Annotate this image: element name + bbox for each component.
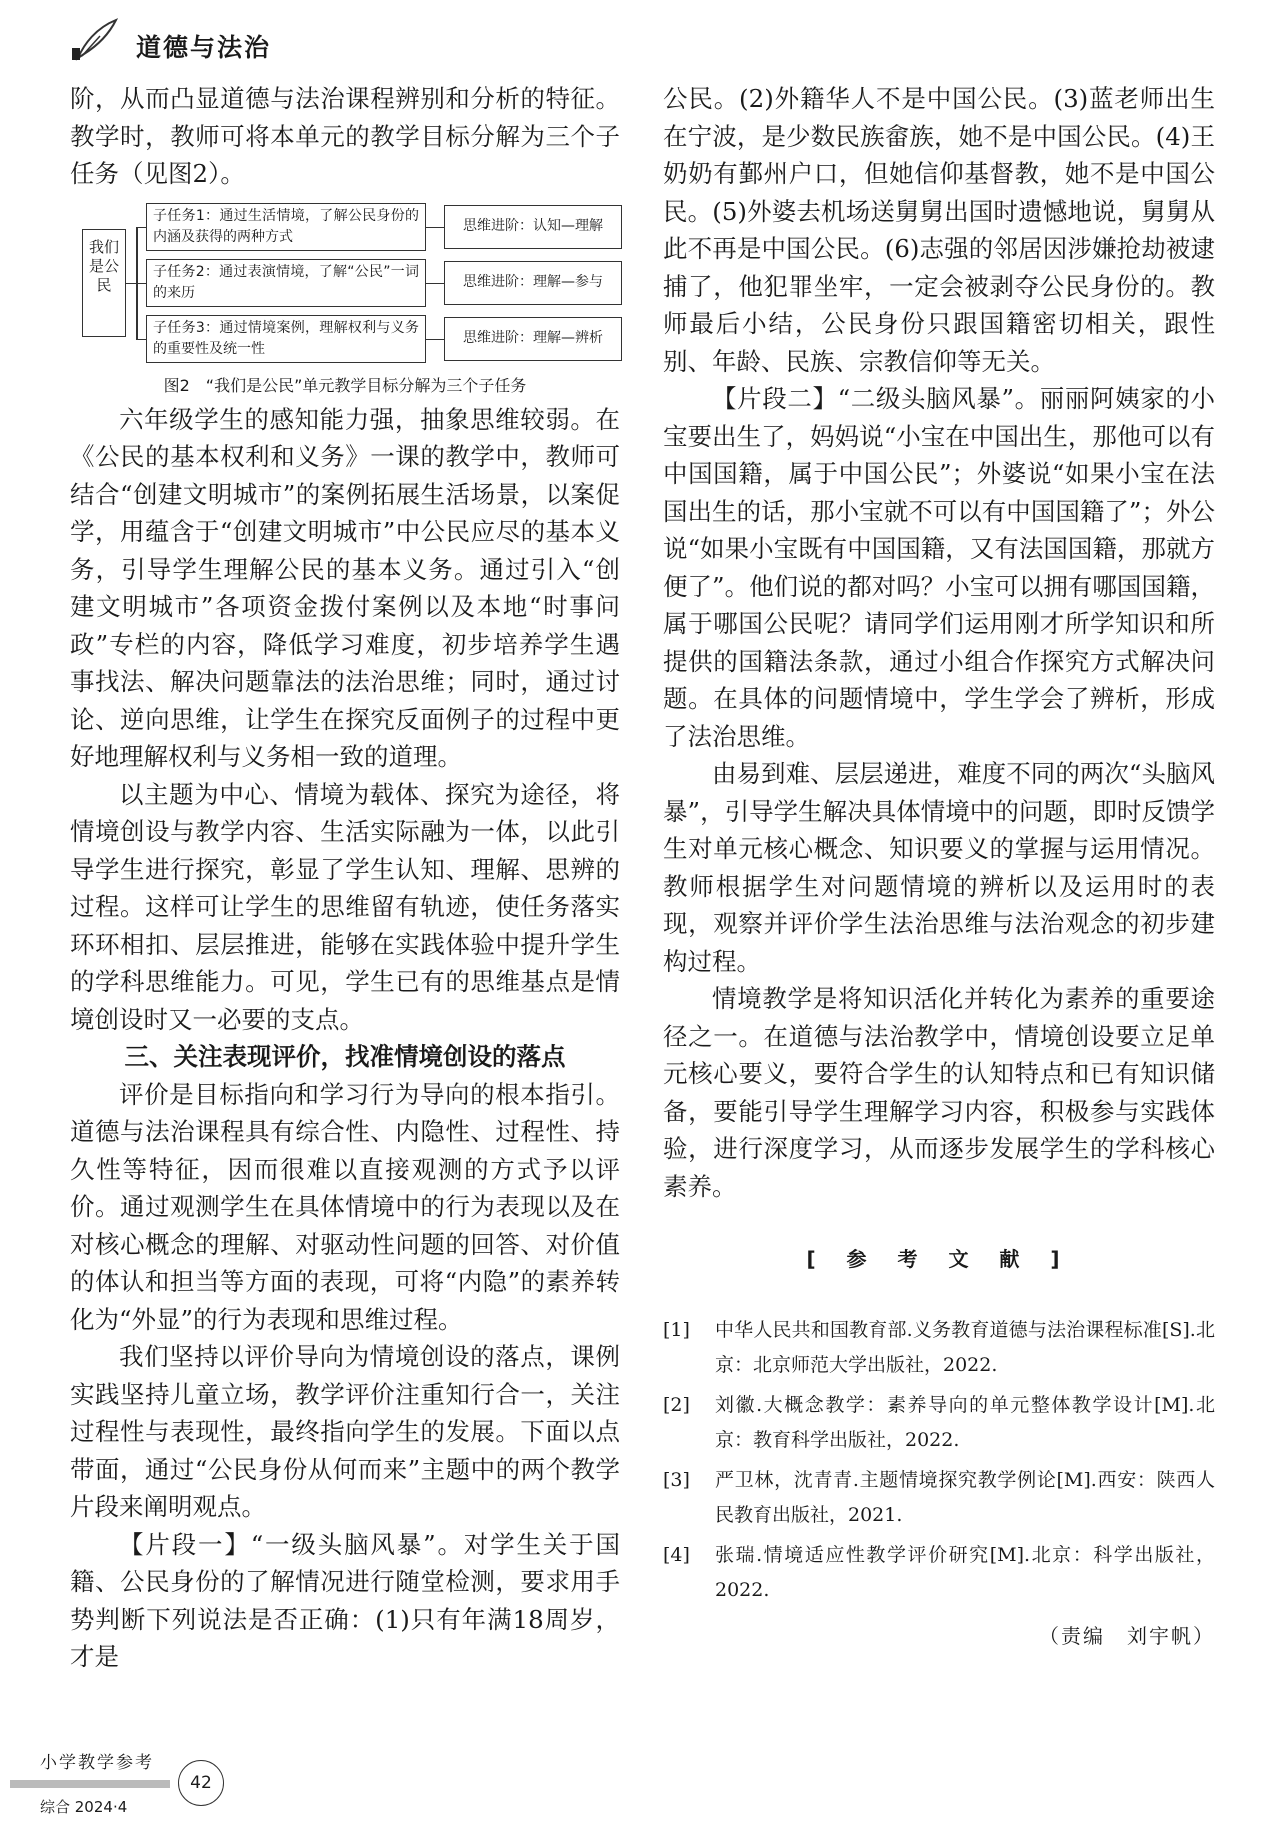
figure-root-node: 我们是公民 xyxy=(82,229,126,337)
figure-stage-1: 思维进阶：认知—理解 xyxy=(444,205,622,249)
reference-text: 刘徽.大概念教学：素养导向的单元整体教学设计[M].北京：教育科学出版社，2022. xyxy=(715,1393,1215,1451)
paragraph: 评价是目标指向和学习行为导向的根本指引。道德与法治课程具有综合性、内隐性、过程性、持久性等特征，因而很难以直接观测的方式予以评价。通过观测学生在具体情境中的行为表现以及在对核心概念的理解、对驱动性问题的回答、对价值的体认和担当等方面的表现，可将“内隐”的素养转化为“外显”的行为表现和思维过程。 xyxy=(70,1079,620,1334)
paragraph: 【片段一】“一级头脑风暴”。对学生关于国籍、公民身份的了解情况进行随堂检测，要求用手势判断下列说法是否正确：(1)只有年满18周岁，才是 xyxy=(70,1529,620,1671)
right-column xyxy=(663,80,1215,1655)
reference-text: 严卫林，沈青青.主题情境探究教学例论[M].西安：陕西人民教育出版社，2021. xyxy=(715,1468,1215,1526)
editor-credit: （责编 刘宇帆） xyxy=(1039,1623,1215,1648)
paragraph: 公民。(2)外籍华人不是中国公民。(3)蓝老师出生在宁波，是少数民族畲族，她不是中国公民。(4)王奶奶有鄞州户口，但她信仰基督教，她不是中国公民。(5)外婆去机场送舅舅出国时遗憾地说，舅舅从此不再是中国公民。(6)志强的邻居因涉嫌抢劫被逮捕了，他犯罪坐牢，一定会被剥夺公民身份的。教师最后小结，公民身份只跟国籍密切相关，跟性别、年龄、民族、宗教信仰等无关。 xyxy=(663,84,1215,376)
page-number: 42 xyxy=(178,1760,224,1806)
footer-stripe xyxy=(10,1780,170,1788)
paragraph: 由易到难、层层递进，难度不同的两次“头脑风暴”，引导学生解决具体情境中的问题，即时反馈学生对单元核心概念、知识要义的掌握与运用情况。教师根据学生对问题情境的辨析以及运用时的表现，观察并评价学生法治思维与法治观念的初步建构过程。 xyxy=(663,759,1215,976)
page-header xyxy=(70,18,370,68)
paragraph: 阶，从而凸显道德与法治课程辨别和分析的特征。教学时，教师可将本单元的教学目标分解为三个子任务（见图2）。 xyxy=(70,84,620,188)
figure-subtask-2: 子任务2：通过表演情境，了解“公民”一词的来历 xyxy=(146,259,426,307)
journal-name: 小学教学参考 xyxy=(40,1753,154,1773)
section-title: 道德与法治 xyxy=(136,33,272,62)
paragraph: 六年级学生的感知能力强，抽象思维较弱。在《公民的基本权利和义务》一课的教学中，教师可结合“创建文明城市”的案例拓展生活场景，以案促学，用蕴含于“创建文明城市”中公民应尽的基本义务，引导学生理解公民的基本义务。通过引入“创建文明城市”各项资金拨付案例以及本地“时事问政”专栏的内容，降低学习难度，初步培养学生遇事找法、解决问题靠法的法治思维；同时，通过讨论、逆向思维，让学生在探究反面例子的过程中更好地理解权利与义务相一致的道理。 xyxy=(70,404,620,771)
references-title: [ 参 考 文 献 ] xyxy=(806,1247,1072,1271)
quill-pen-icon xyxy=(70,18,120,62)
reference-number: [3] xyxy=(663,1468,690,1491)
paragraph: 以主题为中心、情境为载体、探究为途径，将情境创设与教学内容、生活实际融为一体，以此引导学生进行探究，彰显了学生认知、理解、思辨的过程。这样可让学生的思维留有轨迹，使任务落实环环相扣、层层推进，能够在实践体验中提升学生的学科思维能力。可见，学生已有的思维基点是情境创设时又一必要的支点。 xyxy=(70,779,620,1034)
paragraph: 我们坚持以评价导向为情境创设的落点，课例实践坚持儿童立场，教学评价注重知行合一，关注过程性与表现性，最终指向学生的发展。下面以点带面，通过“公民身份从何而来”主题中的两个教学片段来阐明观点。 xyxy=(70,1342,620,1521)
figure-stage-3: 思维进阶：理解—辨析 xyxy=(444,317,622,361)
figure-stage-2: 思维进阶：理解—参与 xyxy=(444,261,622,305)
journal-issue: 综合 2024·4 xyxy=(40,1798,128,1816)
reference-text: 张瑞.情境适应性教学评价研究[M].北京：科学出版社，2022. xyxy=(715,1543,1215,1601)
reference-item xyxy=(663,1538,1215,1608)
figure-subtask-3: 子任务3：通过情境案例，理解权利与义务的重要性及统一性 xyxy=(146,315,426,363)
reference-number: [1] xyxy=(663,1318,690,1341)
reference-text: 中华人民共和国教育部.义务教育道德与法治课程标准[S].北京：北京师范大学出版社，2022. xyxy=(715,1318,1215,1376)
figure-subtask-1: 子任务1：通过生活情境，了解公民身份的内涵及获得的两种方式 xyxy=(146,203,426,251)
reference-number: [2] xyxy=(663,1393,690,1416)
figure-caption: 图2 “我们是公民”单元教学目标分解为三个子任务 xyxy=(163,375,527,395)
left-column xyxy=(70,80,620,1676)
reference-item xyxy=(663,1463,1215,1533)
page-footer xyxy=(10,1730,250,1830)
figure-task-decomposition xyxy=(70,199,620,369)
reference-item xyxy=(663,1313,1215,1383)
paragraph: 情境教学是将知识活化并转化为素养的重要途径之一。在道德与法治教学中，情境创设要立足单元核心要义，要符合学生的认知特点和已有知识储备，要能引导学生理解学习内容，积极参与实践体验，进行深度学习，从而逐步发展学生的学科核心素养。 xyxy=(663,984,1215,1201)
reference-item xyxy=(663,1388,1215,1458)
section-heading: 三、关注表现评价，找准情境创设的落点 xyxy=(124,1042,566,1071)
references-list xyxy=(663,1313,1215,1608)
paragraph: 【片段二】“二级头脑风暴”。丽丽阿姨家的小宝要出生了，妈妈说“小宝在中国出生，那他可以有中国国籍，属于中国公民”；外婆说“如果小宝在法国出生的话，那小宝就不可以有中国国籍了”；外公说“如果小宝既有中国国籍，又有法国国籍，那就方便了”。他们说的都对吗？小宝可以拥有哪国国籍，属于哪国公民呢？请同学们运用刚才所学知识和所提供的国籍法条款，通过小组合作探究方式解决问题。在具体的问题情境中，学生学会了辨析，形成了法治思维。 xyxy=(663,384,1215,751)
reference-number: [4] xyxy=(663,1543,690,1566)
